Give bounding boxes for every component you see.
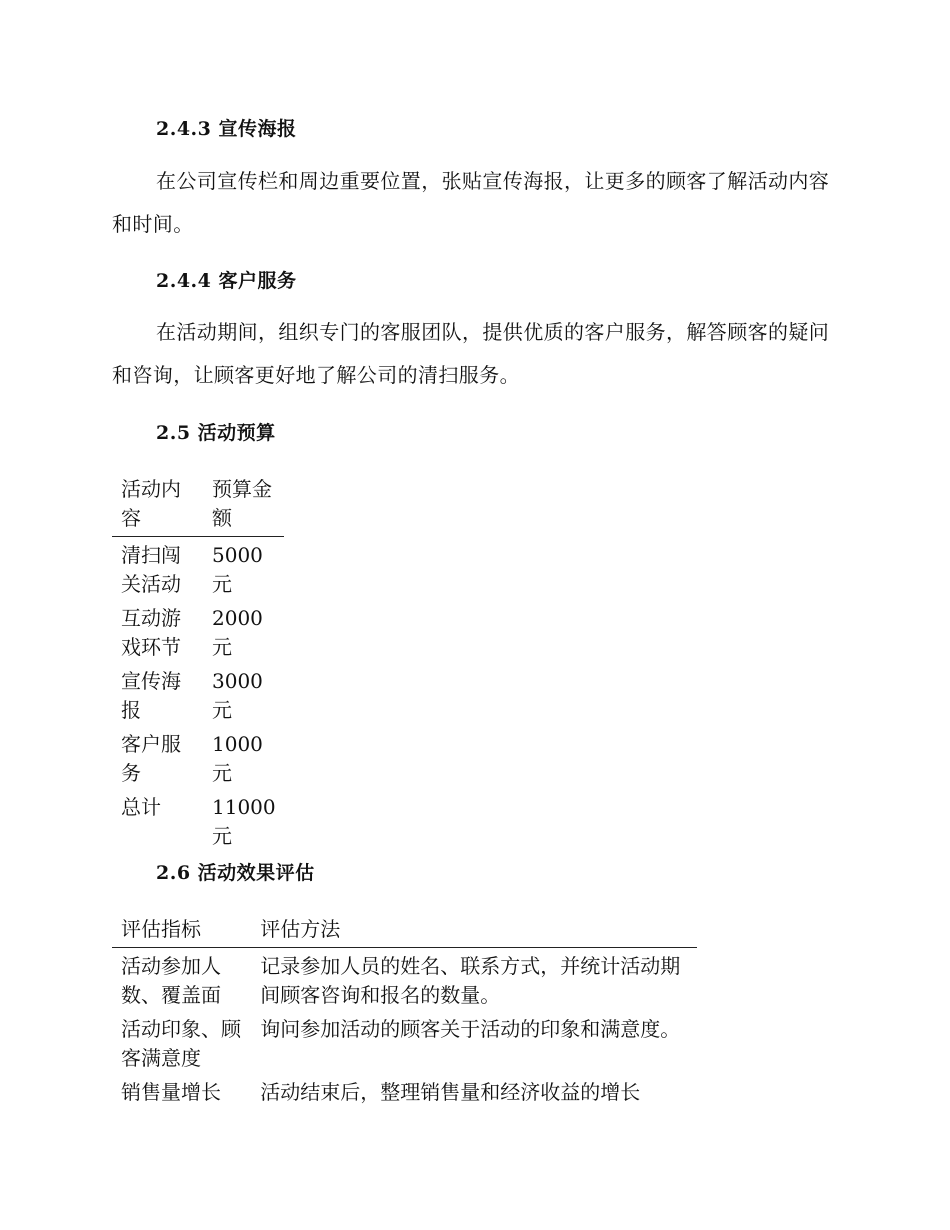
budget-amount-cell: 3000元 (212, 669, 263, 722)
evaluation-table (112, 913, 697, 1108)
budget-total-amount: 11000元 (212, 795, 276, 848)
evaluation-method-cell: 询问参加活动的顾客关于活动的印象和满意度。 (260, 1017, 681, 1041)
budget-amount-cell: 2000元 (212, 606, 263, 659)
table-row (112, 663, 284, 726)
evaluation-metric-cell: 销售量增长 (121, 1080, 221, 1104)
budget-item-cell: 互动游戏环节 (121, 606, 181, 659)
table-row (112, 600, 284, 663)
budget-header-item: 活动内容 (112, 473, 203, 537)
budget-amount-cell: 1000元 (212, 732, 263, 785)
evaluation-method-cell: 活动结束后，整理销售量和经济收益的增长 (260, 1080, 641, 1104)
evaluation-metric-cell: 活动印象、顾客满意度 (121, 1017, 241, 1070)
section-body-2-4-3: 在公司宣传栏和周边重要位置，张贴宣传海报，让更多的顾客了解活动内容和时间。 (112, 169, 830, 236)
section-heading-2-4-4: 2.4.4 客户服务 (156, 270, 297, 292)
evaluation-table-header-row (112, 913, 697, 948)
budget-item-cell: 宣传海报 (121, 669, 181, 722)
section-body-2-4-4: 在活动期间，组织专门的客服团队，提供优质的客户服务，解答顾客的疑问和咨询，让顾客更好地了解公司的清扫服务。 (112, 320, 830, 387)
table-row (112, 726, 284, 789)
table-row (112, 1074, 697, 1108)
table-row (112, 537, 284, 601)
table-row (112, 789, 284, 852)
section-heading-2-6: 2.6 活动效果评估 (156, 862, 315, 884)
budget-total-label: 总计 (121, 795, 161, 819)
budget-table-header-row (112, 473, 284, 537)
budget-header-amount: 预算金额 (203, 473, 284, 537)
table-row (112, 948, 697, 1012)
budget-item-cell: 清扫闯关活动 (121, 543, 181, 596)
section-heading-2-4-3: 2.4.3 宣传海报 (156, 118, 297, 140)
evaluation-header-metric: 评估指标 (112, 913, 251, 948)
budget-table (112, 473, 284, 852)
evaluation-metric-cell: 活动参加人数、覆盖面 (121, 954, 221, 1007)
budget-item-cell: 客户服务 (121, 732, 181, 785)
evaluation-header-method: 评估方法 (251, 913, 697, 948)
table-row (112, 1011, 697, 1074)
budget-amount-cell: 5000元 (212, 543, 263, 596)
evaluation-method-cell: 记录参加人员的姓名、联系方式，并统计活动期间顾客咨询和报名的数量。 (260, 954, 681, 1007)
section-heading-2-5: 2.5 活动预算 (156, 422, 276, 444)
